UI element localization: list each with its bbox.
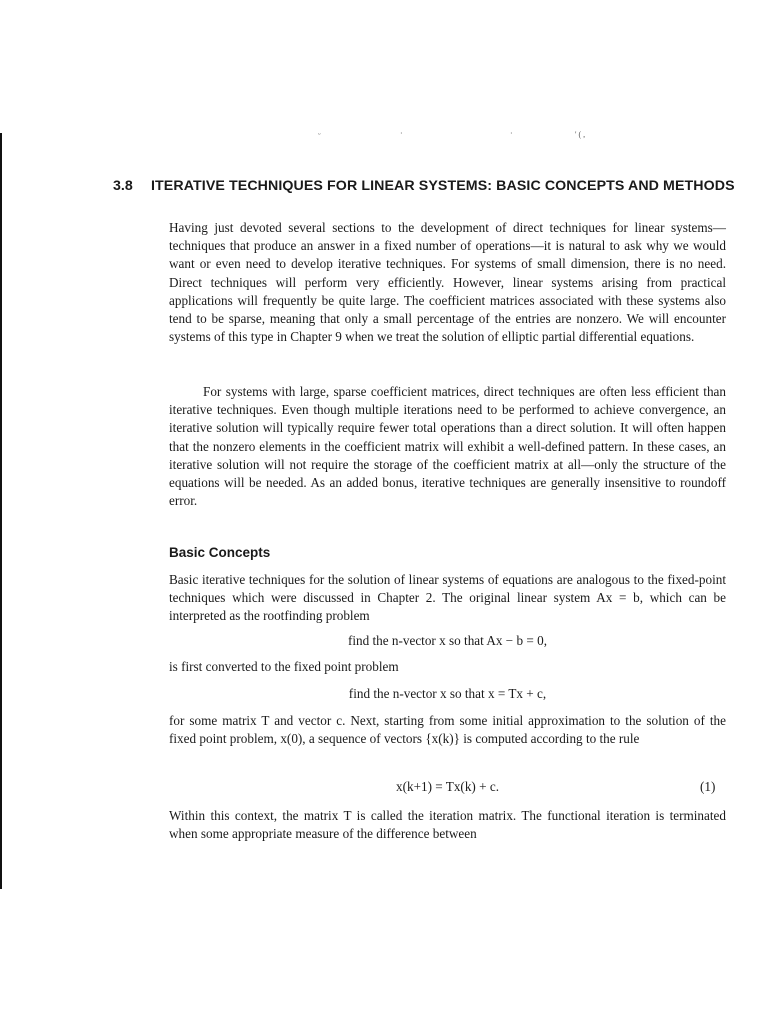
paragraph-text: For systems with large, sparse coefficient matrices, direct techniques are often less efficient than iterative techniques. Even though multiple iterations need to be performed to achieve convergence, an iterative solution will typically require fewer total operations than a direct solution. It will often happen that the nonzero elements in the coefficient matrix will exhibit a well-defined pattern. In these cases, an iterative solution will not require the storage of the coefficient matrix at all—only the structure of the equations will be needed. As an added bonus, iterative techniques are generally insensitive to roundoff error. bbox=[169, 384, 726, 509]
scan-artifact-marks bbox=[0, 128, 768, 140]
equation-rootfinding: find the n-vector x so that Ax − b = 0, bbox=[347, 633, 548, 648]
equation-fixed-point: find the n-vector x so that x = Tx + c, bbox=[348, 686, 547, 701]
paragraph-text: for some matrix T and vector c. Next, starting from some initial approximation to the solution of the fixed point problem, x(0), a sequence of vectors {x(k)} is computed according to the rule bbox=[169, 713, 726, 747]
paragraph-intro bbox=[169, 219, 726, 346]
paragraph-basic-concepts bbox=[169, 571, 726, 626]
paragraph-text: Having just devoted several sections to the development of direct techniques for linear systems—techniques that produce an answer in a fixed number of operations—it is natural to ask why we would want or even need to develop iterative techniques. For systems of small dimension, there is no need. Direct techniques will perform very efficiently. However, linear systems arising from practical applications will frequently be quite large. The coefficient matrices associated with these systems also tend to be sparse, meaning that only a small percentage of the entries are nonzero. We will encounter systems of this type in Chapter 9 when we treat the solution of elliptic partial differential equations. bbox=[169, 220, 726, 345]
equation-number: (1) bbox=[700, 779, 716, 794]
svg-text:·: · bbox=[400, 129, 403, 138]
section-number: 3.8 bbox=[113, 178, 133, 194]
text-line-fixed-point: is first converted to the fixed point problem bbox=[169, 659, 399, 674]
paragraph-text: Within this context, the matrix T is called the iteration matrix. The functional iteration is terminated when some appropriate measure of the difference between bbox=[169, 808, 726, 842]
page-left-edge bbox=[0, 133, 2, 889]
svg-text:ᵕ: ᵕ bbox=[318, 129, 321, 139]
section-title: ITERATIVE TECHNIQUES FOR LINEAR SYSTEMS: BASIC CONCEPTS AND METHODS bbox=[151, 178, 735, 194]
paragraph-iteration-matrix bbox=[169, 807, 726, 843]
svg-text:·: · bbox=[510, 129, 513, 138]
svg-text:' ( ,: ' ( , bbox=[575, 130, 586, 139]
paragraph-sparse bbox=[169, 383, 726, 510]
equation-iteration-rule: x(k+1) = Tx(k) + c. bbox=[395, 779, 499, 794]
subsection-heading: Basic Concepts bbox=[169, 545, 271, 560]
paragraph-iteration-setup bbox=[169, 712, 726, 748]
paragraph-text: Basic iterative techniques for the solution of linear systems of equations are analogous to the fixed-point techniques which were discussed in Chapter 2. The original linear system Ax = b, which can be interpreted as the rootfinding problem bbox=[169, 572, 726, 624]
